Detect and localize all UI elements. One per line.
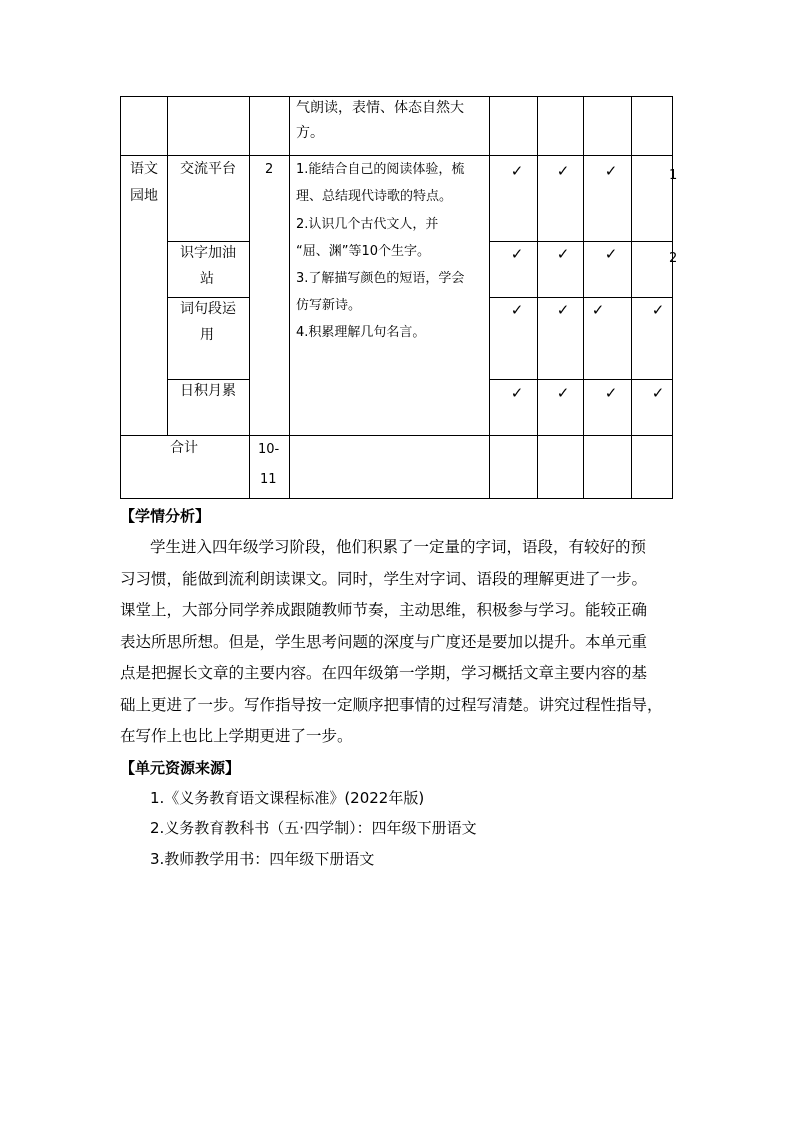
resources-heading: 【单元资源来源】	[120, 759, 241, 777]
clipped-value: 2	[669, 251, 678, 266]
paragraph-line: 表达所思所想。但是，学生思考问题的深度与广度还是要加以提升。本单元重	[120, 632, 648, 651]
objective-line: 方。	[296, 125, 324, 141]
analysis-heading: 【学情分析】	[120, 507, 211, 525]
paragraph-line: 础上更进了一步。写作指导按一定顺序把事情的过程写清楚。讲究过程性指导，	[120, 695, 663, 714]
hours-value: 2	[265, 162, 274, 177]
paragraph-line: 在写作上也比上学期更进了一步。	[120, 727, 353, 745]
subitem-name: 词句段运	[180, 301, 236, 317]
clipped-column	[631, 96, 678, 499]
paragraph-line: 点是把握长文章的主要内容。在四年级第一学期，学习概括文章主要内容的基	[120, 664, 648, 682]
check-mark: ✓	[556, 245, 570, 263]
resource-item: 2.义务教育教科书（五·四学制）：四年级下册语文	[150, 819, 477, 837]
objective-line: 3.了解描写颜色的短语，学会	[296, 271, 465, 286]
check-mark: ✓	[604, 384, 618, 402]
total-label: 合计	[170, 440, 198, 456]
total-hours: 11	[260, 472, 277, 487]
objective-line: “屈、渊”等10个生字。	[296, 244, 431, 259]
check-mark: ✓	[556, 301, 570, 319]
objective-line: 气朗读，表情、体态自然大	[296, 100, 464, 116]
paragraph-line: 课堂上，大部分同学养成跟随教师节奏，主动思维，积极参与学习。能较正确	[120, 601, 648, 619]
total-hours: 10-	[258, 442, 280, 457]
objective-line: 1.能结合自己的阅读体验，梳	[296, 162, 465, 177]
objective-line: 仿写新诗。	[296, 298, 362, 313]
check-mark: ✓	[510, 384, 524, 402]
check-mark: ✓	[651, 301, 665, 319]
check-mark: ✓	[510, 301, 524, 319]
check-mark: ✓	[510, 245, 524, 263]
unit-label: 园地	[130, 188, 158, 204]
table-divider	[167, 96, 168, 436]
check-mark: ✓	[510, 162, 524, 180]
clipped-value: 1	[669, 168, 678, 183]
check-mark: ✓	[591, 301, 605, 319]
table-border-left	[120, 96, 121, 499]
check-mark: ✓	[604, 162, 618, 180]
check-mark: ✓	[651, 384, 665, 402]
check-mark: ✓	[556, 162, 570, 180]
analysis-paragraph	[120, 532, 682, 753]
subitem-name: 用	[200, 327, 214, 343]
subitem-name: 识字加油	[180, 245, 236, 261]
unit-label: 语文	[130, 161, 158, 177]
table-border-bottom	[120, 498, 673, 499]
objective-line: 理、总结现代诗歌的特点。	[296, 189, 453, 204]
table-divider	[120, 435, 673, 436]
check-mark: ✓	[556, 384, 570, 402]
objective-line: 2.认识几个古代文人，并	[296, 217, 439, 232]
paragraph-line: 学生进入四年级学习阶段，他们积累了一定量的字词，语段，有较好的预	[150, 538, 647, 556]
subitem-name: 站	[200, 271, 214, 287]
table-divider	[249, 96, 250, 499]
subitem-name: 交流平台	[180, 161, 236, 177]
check-mark: ✓	[604, 245, 618, 263]
resource-item: 1.《义务教育语文课程标准》(2022年版)	[150, 789, 425, 807]
resource-item: 3.教师教学用书：四年级下册语文	[150, 850, 375, 868]
paragraph-line: 习习惯，能做到流利朗读课文。同时，学生对字词、语段的理解更进了一步。	[120, 569, 648, 588]
table-divider	[289, 96, 290, 499]
objective-line: 4.积累理解几句名言。	[296, 325, 426, 340]
subitem-name: 日积月累	[180, 383, 236, 399]
